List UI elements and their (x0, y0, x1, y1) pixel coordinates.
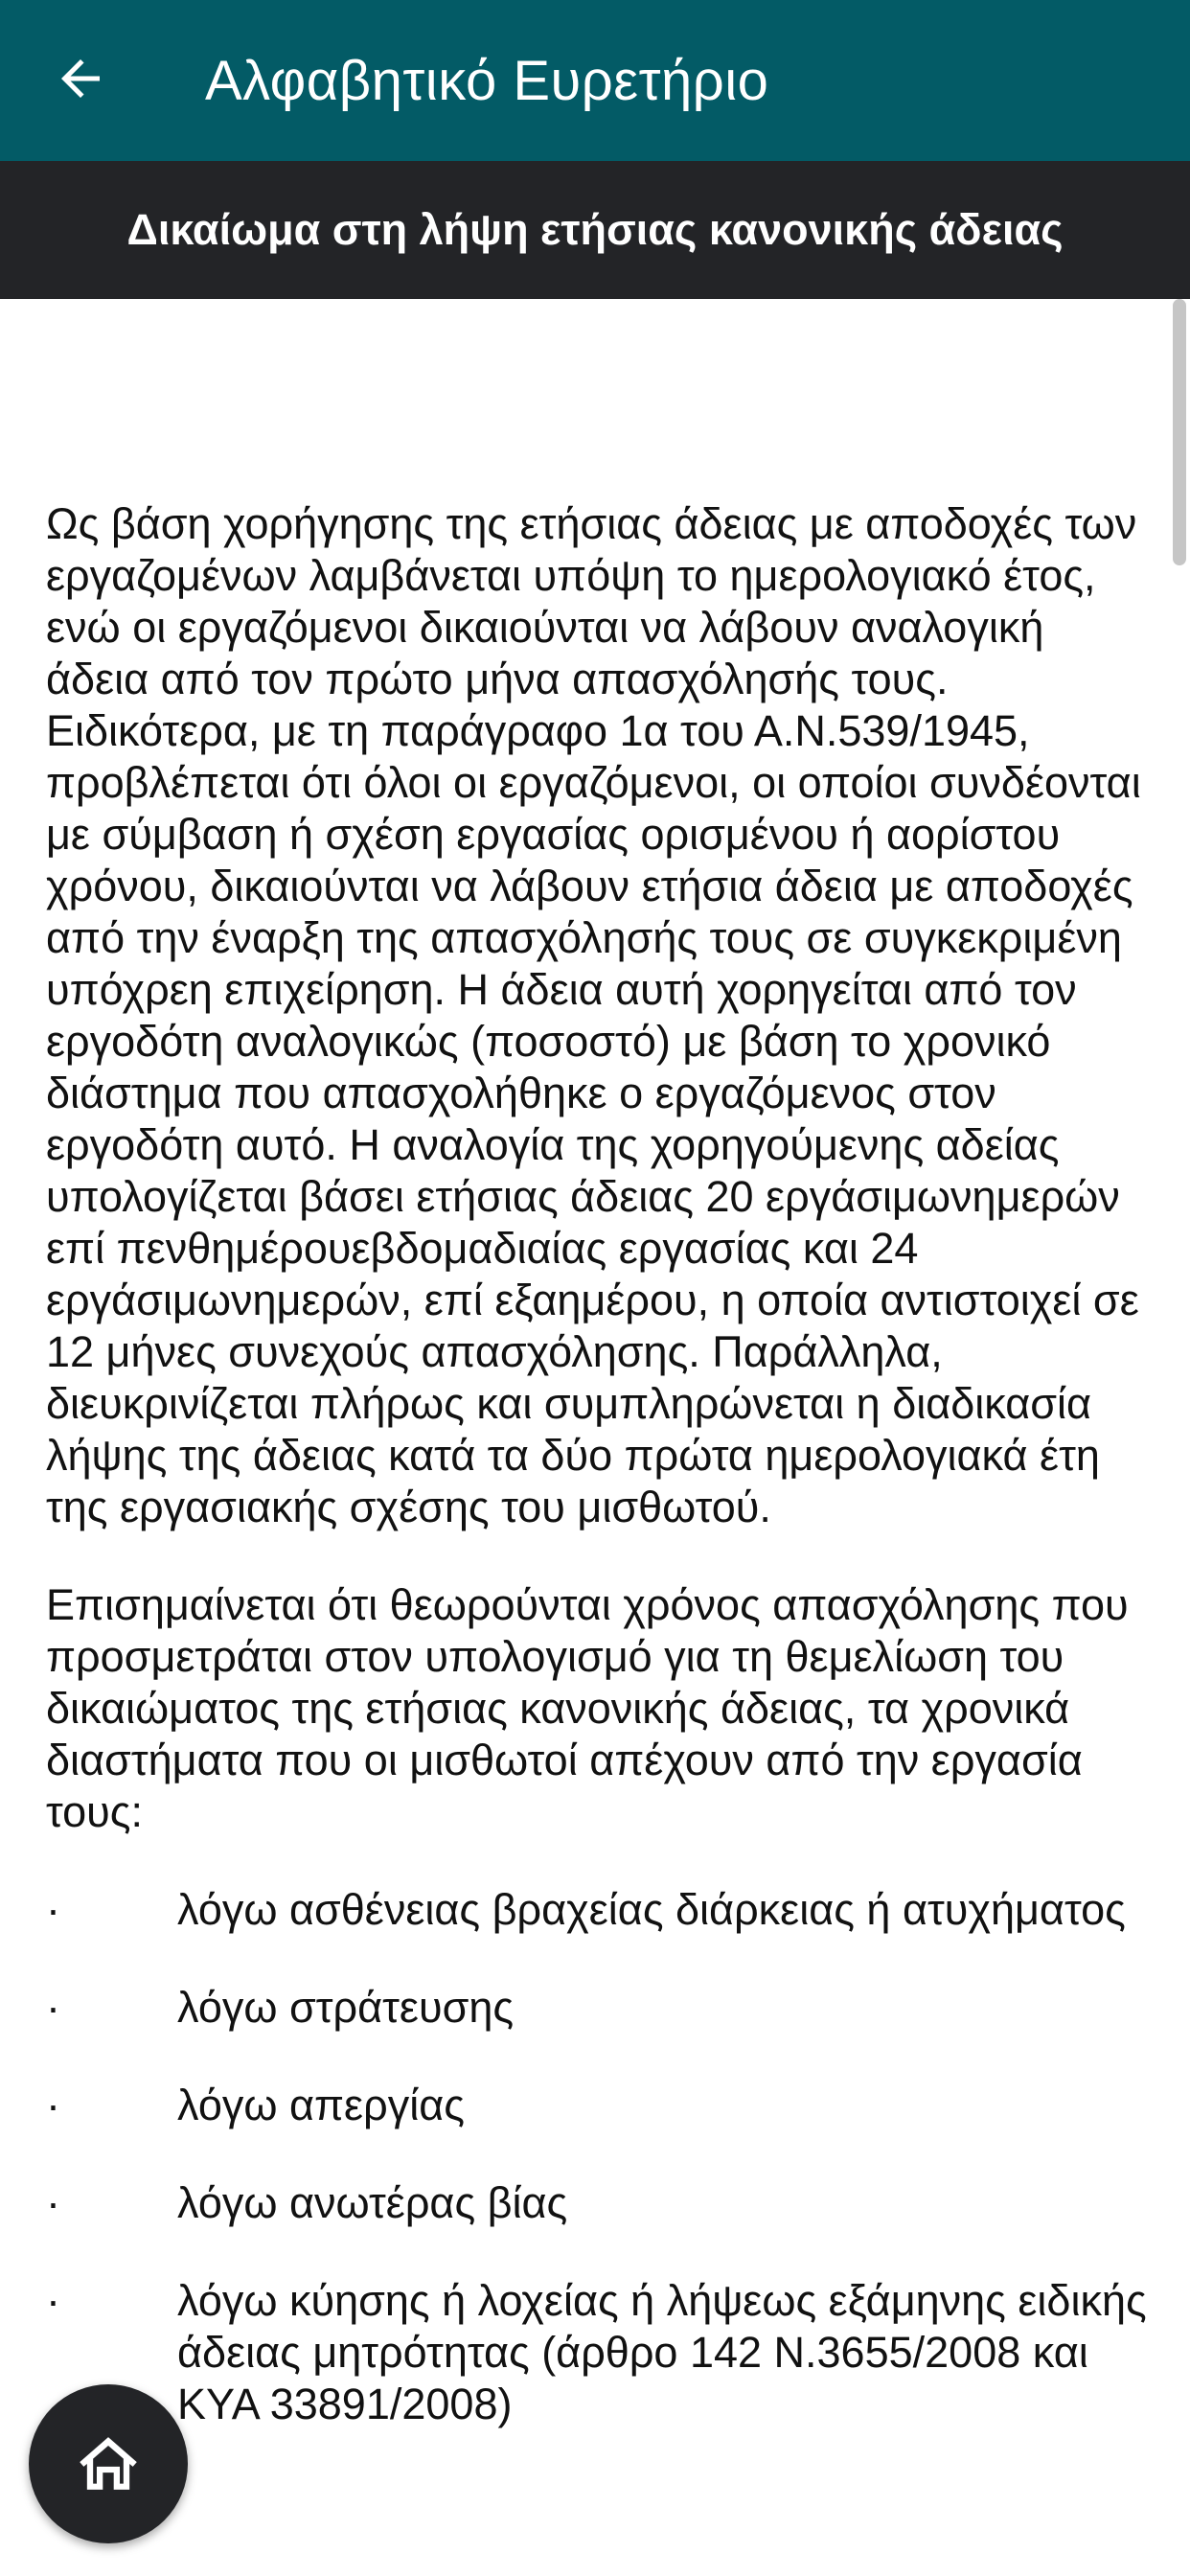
list-item-text: λόγω απεργίας (177, 2081, 465, 2129)
bullet: · (46, 2178, 60, 2227)
section-title: Δικαίωμα στη λήψη ετήσιας κανονικής άδειας (0, 161, 1190, 299)
list-item-text: λόγω κύησης ή λοχείας ή λήψεως εξάμηνης ειδικής άδειας μητρότητας (άρθρο 142 Ν.3655/2008 και ΚΥΑ 33891/2008) (177, 2276, 1147, 2428)
back-button[interactable] (50, 48, 111, 109)
bullet: · (46, 2081, 60, 2129)
list-item (46, 1982, 1148, 2034)
home-icon (72, 2427, 145, 2500)
bullet: · (46, 1983, 60, 2032)
bullet: · (46, 1885, 60, 1934)
bullet: · (46, 2276, 60, 2325)
list-item (46, 1884, 1148, 1936)
app-bar (0, 0, 1190, 161)
arrow-left-icon (52, 50, 109, 107)
list-item (46, 2275, 1148, 2430)
list-item-text: λόγω ανωτέρας βίας (177, 2178, 568, 2227)
list-item-text: λόγω στράτευσης (177, 1983, 515, 2032)
home-button[interactable] (29, 2384, 188, 2543)
page-title: Αλφαβητικό Ευρετήριο (205, 49, 769, 112)
article-body (46, 498, 1148, 2476)
list-item (46, 2177, 1148, 2229)
list-item-text: λόγω ασθένειας βραχείας διάρκειας ή ατυχήματος (177, 1885, 1126, 1934)
list-item (46, 2080, 1148, 2131)
scrollbar-thumb[interactable] (1173, 299, 1186, 565)
paragraph-1: Ως βάση χορήγησης της ετήσιας άδειας με αποδοχές των εργαζομένων λαμβάνεται υπόψη το ημερολογιακό έτος, ενώ οι εργαζόμενοι δικαιούνται να λάβουν αναλογική άδεια από τον πρώτο μήνα απασχόλησής τους. Ειδικότερα, με τη παράγραφο 1α του Α.Ν.539/1945, προβλέπεται ότι όλοι οι εργαζόμενοι, οι οποίοι συνδέονται με σύμβαση ή σχέση εργασίας ορισμένου ή αορίστου χρόνου, δικαιούνται να λάβουν ετήσια άδεια με αποδοχές από την έναρξη της απασχόλησής τους σε συγκεκριμένη υπόχρεη επιχείρηση. Η άδεια αυτή χορηγείται από τον εργοδότη αναλογικώς (ποσοστό) με βάση το χρονικό διάστημα που απασχολήθηκε ο εργαζόμενος στον εργοδότη αυτό. Η αναλογία της χορηγούμενης αδείας υπολογίζεται βάσει ετήσιας άδειας 20 εργάσιμωνημερών επί πενθημέρουεβδομαδιαίας εργασίας και 24 εργάσιμωνημερών, επί εξαημέρου, η οποία αντιστοιχεί σε 12 μήνες συνεχούς απασχόλησης. Παράλληλα, διευκρινίζεται πλήρως και συμπληρώνεται η διαδικασία λήψης της άδειας κατά τα δύο πρώτα ημερολογιακά έτη της εργασιακής σχέσης του μισθωτού. (46, 499, 1141, 1531)
paragraph-2: Επισημαίνεται ότι θεωρούνται χρόνος απασχόλησης που προσμετράται στον υπολογισμό για τη θεμελίωση του δικαιώματος της ετήσιας κανονικής άδειας, τα χρονικά διαστήματα που οι μισθωτοί απέχουν από την εργασία τους: (46, 1580, 1129, 1836)
